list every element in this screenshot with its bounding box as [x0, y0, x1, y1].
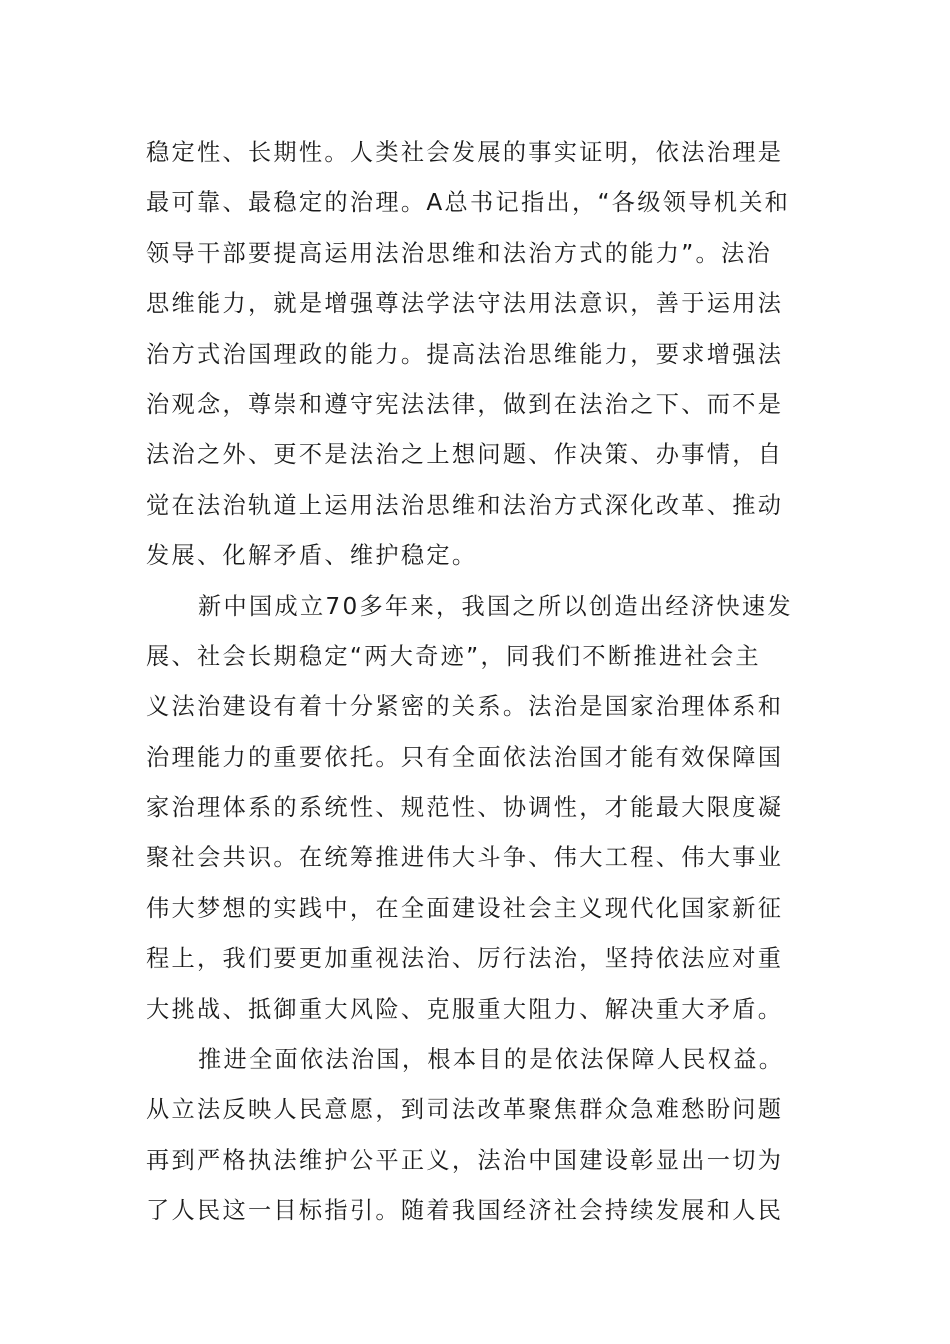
- paragraph-3: [146, 1035, 806, 1237]
- text-line: 了人民这一目标指引。随着我国经济社会持续发展和人民: [146, 1197, 784, 1225]
- text-line: 义法治建设有着十分紧密的关系。法治是国家治理体系和: [146, 693, 784, 721]
- text-line-first: 新中国成立70多年来，我国之所以创造出经济快速发: [198, 592, 793, 620]
- text-line: 伟大梦想的实践中，在全面建设社会主义现代化国家新征: [146, 894, 784, 922]
- text-line: 治方式治国理政的能力。提高法治思维能力，要求增强法: [146, 340, 784, 368]
- paragraph-1: [146, 128, 806, 582]
- text-line: 治观念，尊崇和遵守宪法法律，做到在法治之下、而不是: [146, 390, 784, 418]
- text-line: 觉在法治轨道上运用法治思维和法治方式深化改革、推动: [146, 491, 784, 519]
- text-line: 从立法反映人民意愿，到司法改革聚焦群众急难愁盼问题: [146, 1096, 784, 1124]
- text-line-first: 推进全面依法治国，根本目的是依法保障人民权益。: [198, 1046, 785, 1074]
- text-line: 程上，我们要更加重视法治、厉行法治，坚持依法应对重: [146, 945, 784, 973]
- text-line: 法治之外、更不是法治之上想问题、作决策、办事情，自: [146, 441, 784, 469]
- text-line: 思维能力，就是增强尊法学法守法用法意识，善于运用法: [146, 290, 784, 318]
- document-body: [146, 128, 806, 1237]
- text-line: 聚社会共识。在统筹推进伟大斗争、伟大工程、伟大事业: [146, 844, 784, 872]
- text-line: 展、社会长期稳定“两大奇迹”，同我们不断推进社会主: [146, 642, 761, 670]
- text-line: 大挑战、抵御重大风险、克服重大阻力、解决重大矛盾。: [146, 995, 784, 1023]
- text-line: 稳定性、长期性。人类社会发展的事实证明，依法治理是: [146, 139, 784, 166]
- text-line: 治理能力的重要依托。只有全面依法治国才能有效保障国: [146, 743, 784, 771]
- text-line: 领导干部要提高运用法治思维和法治方式的能力”。法治: [146, 239, 773, 267]
- text-line: 最可靠、最稳定的治理。A总书记指出，“各级领导机关和: [146, 189, 791, 217]
- text-line: 家治理体系的系统性、规范性、协调性，才能最大限度凝: [146, 794, 784, 822]
- paragraph-2: [146, 582, 806, 1036]
- text-line: 发展、化解矛盾、维护稳定。: [146, 542, 478, 570]
- text-line: 再到严格执法维护公平正义，法治中国建设彰显出一切为: [146, 1146, 784, 1174]
